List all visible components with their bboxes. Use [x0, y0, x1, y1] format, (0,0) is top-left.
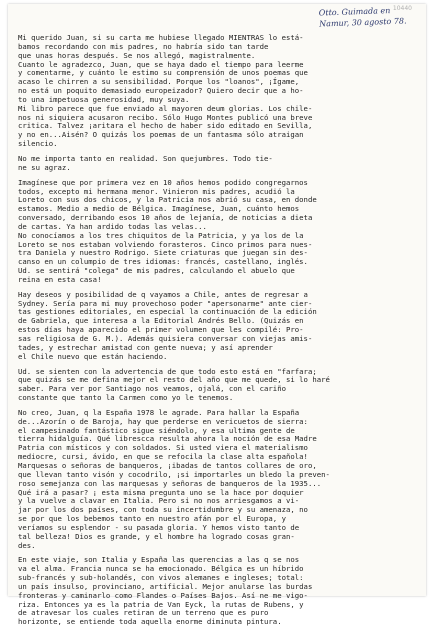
text-line: constante que tanto la Carmen como yo le tenemos. [18, 393, 234, 403]
text-line: estos días haya aparecido el primer volumen que les compilé: Pro- [18, 325, 304, 335]
text-line: estamos. Medio a medio de Bélgica. Imagínese, Juan, cuánto hemos [18, 204, 300, 214]
text-line: un país insulso, provinciano, artificial. Mejor anularse las burdas [18, 581, 313, 591]
text-line: Mi querido Juan, si su carta me hubiese llegado MIENTRAS lo está- [18, 33, 304, 42]
text-line: todos, excepto mi hermana menor. Vinieron mis padres, acudió la [18, 186, 295, 196]
text-line: saber. Para ver por Santiago nos veamos, ojalá, con el cariño [18, 384, 286, 394]
text-line: tierra hidalguía. Qué librescca resulta ahora la noción de esa Madre [18, 434, 317, 444]
text-line: el campesinado fantástico sigue siéndolo, y esa ultima gente de [18, 425, 295, 435]
text-line: tal belleza! Dios es grande, y el hombre ha logrado cosas gran- [18, 531, 295, 541]
letter-body [18, 34, 418, 633]
text-line: Loreto con sus dos chicos, y la Patricia nos abrió su casa, en donde [18, 195, 317, 205]
text-line: tades, y estrechar amistad con gente nueva; y así aprender [18, 342, 273, 352]
text-line: reina en esta casa! [18, 274, 102, 284]
text-line: roso semejanza con las marquesas y señoras de banqueros de la 1935... [18, 478, 322, 488]
text-line: Qué irá a pasar? ¡ esta misma pregunta uno se la hace por doquier [18, 487, 304, 497]
text-line: des. [18, 540, 36, 550]
text-line: Sydney. Sería para mi muy provechoso poder "apersonarme" ante cier- [18, 298, 313, 308]
paragraph [18, 556, 418, 627]
text-line: riza. Entonces ya es la patria de Van Eyck, la rutas de Rubens, y [18, 599, 304, 609]
text-line: no está un poquito demasiado europeizador? Quiero decir que a ho- [18, 86, 304, 96]
paragraph [18, 155, 418, 173]
text-line: critica. Talvez ¡aritara el hecho de haber sido editado en Sevilla, [18, 121, 313, 131]
text-line: nos ni siquiera acusaron recibo. Sólo Hugo Montes publicó una breve [18, 112, 313, 122]
text-line: Mi libro parece que fue enviado al mayoren deum glorias. Los chile- [18, 103, 313, 113]
text-line: Cuanto le agradezco, Juan, que se haya dado el tiempo para leerme [18, 59, 304, 69]
paragraph [18, 179, 418, 285]
handwritten-note: Otto. Guimada en Namur, 30 agosto 78. [318, 6, 407, 29]
text-line: No conocíamos a los tres chiquitos de la Patricia, y ya los de la [18, 230, 304, 240]
text-line: de cartas. Ya han ardido todas las velas... [18, 221, 207, 231]
text-line: el Chile nuevo que están haciendo. [18, 351, 168, 361]
text-line: que quizás se me defina mejor el resto del año que me quede, si lo haré [18, 375, 330, 385]
text-line: de Gabriela, que interesa a la Editorial Andrés Bello. (Quizás en [18, 316, 304, 326]
text-line: Ud. se sienten con la advertencia de que todo esto está en "farfara; [18, 366, 317, 376]
text-line: y la vuelve a clavar en Italia. Pero si no nos arriesgamos a vi- [18, 496, 300, 506]
text-line: ne su agraz. [18, 162, 71, 172]
text-line: horizonte, se entiende toda aquella enorme diminuta pintura. [18, 617, 282, 627]
text-line: sas religiosa de G. M.). Además quisiera conversar con viejas amis- [18, 334, 313, 343]
text-line: to una impetuosa generosidad, muy suya. [18, 94, 190, 104]
text-line: Imagínese que por primera vez en 10 años hemos podido congregarnos [18, 177, 308, 187]
text-line: acaso le chirren a su sensibilidad. Porque los "loanos", ¡Ígame, [18, 77, 300, 87]
paragraph [18, 291, 418, 362]
page-number: 10440 [392, 5, 412, 12]
text-line: No creo, Juan, q la España 1978 le agrade. Para hallar la España [18, 407, 300, 417]
text-line: de...Azorín o de Baroja, hay que perderse en vericuetos de sierra: [18, 416, 308, 426]
text-line: bamos recordando con mis padres, no habría sido tan tarde [18, 41, 269, 51]
text-line: canso en un columpio de tres idiomas: francés, castellano, inglés. [18, 257, 308, 267]
text-line: va el alma. Francia nunca se ha emocionado. Bélgica es un híbrido [18, 564, 304, 574]
text-line: En este viaje, son Italia y España las querencias a las q se nos [18, 555, 300, 565]
paragraph [18, 368, 418, 403]
text-line: veríamos su esplendor - su pasada gloria. Y hemos visto tanto de [18, 522, 300, 532]
text-line: se por que los bebemos tanto en nuestro afán por el Europa, y [18, 514, 286, 524]
paragraph [18, 409, 418, 551]
text-line: No me importa tanto en realidad. Son quejumbres. Todo tie- [18, 153, 273, 163]
text-line: fronteras y caminarlo como Flandes o Países Bajos. Así ne me vigo- [18, 590, 308, 600]
text-line: conversado, derribando esos 10 años de lejanía, de noticias a dieta [18, 213, 313, 223]
text-line: Marquesas o señoras de banqueros, ¡ibadas de tantos collares de oro, [18, 460, 317, 470]
text-line: y comentarme, y cuánto le estimo su comprensión de unos poemas que [18, 68, 308, 78]
text-line: Ud. se sentirá "colega" de mis padres, calculando el abuelo que [18, 266, 295, 276]
text-line: tas gestiones editoriales, en especial la continuación de la edición [18, 307, 317, 317]
text-line: que unas horas después. Se nos allegó, magistralmente. [18, 50, 256, 60]
text-line: y no en...Aisén? O quizás los poemas de un fantasma sólo atraigan [18, 130, 304, 140]
text-line: jar por los dos países, con toda su incertidumbre y su amenaza, no [18, 505, 308, 515]
letter-page [8, 4, 426, 627]
text-line: que llevan tanto visón y cocodrilo, ¡si importarles un bledo la preven- [18, 469, 330, 479]
text-line: silencio. [18, 139, 58, 149]
text-line: de atravesar los cuales retiran de un terreno que es puro [18, 608, 269, 618]
text-line: mediocre, cursi, ávido, en que se refocila la clase alta española! [18, 452, 308, 462]
text-line: Patria con místicos y con soldados. Si usted viera el materialismo [18, 443, 308, 453]
text-line: Loreto se nos estaban volviendo forasteros. Cinco primos para nues- [18, 239, 313, 249]
text-line: tra Daniela y nuestro Rodrigo. Siete criaturas que juegan sin des- [18, 248, 308, 258]
text-line: Hay deseos y posibilidad de q vayamos a Chile, antes de regresar a [18, 289, 308, 299]
text-line: sub-francés y sub-holandés, con vivos alemanes e ingleses; total: [18, 573, 304, 583]
paragraph [18, 34, 418, 149]
